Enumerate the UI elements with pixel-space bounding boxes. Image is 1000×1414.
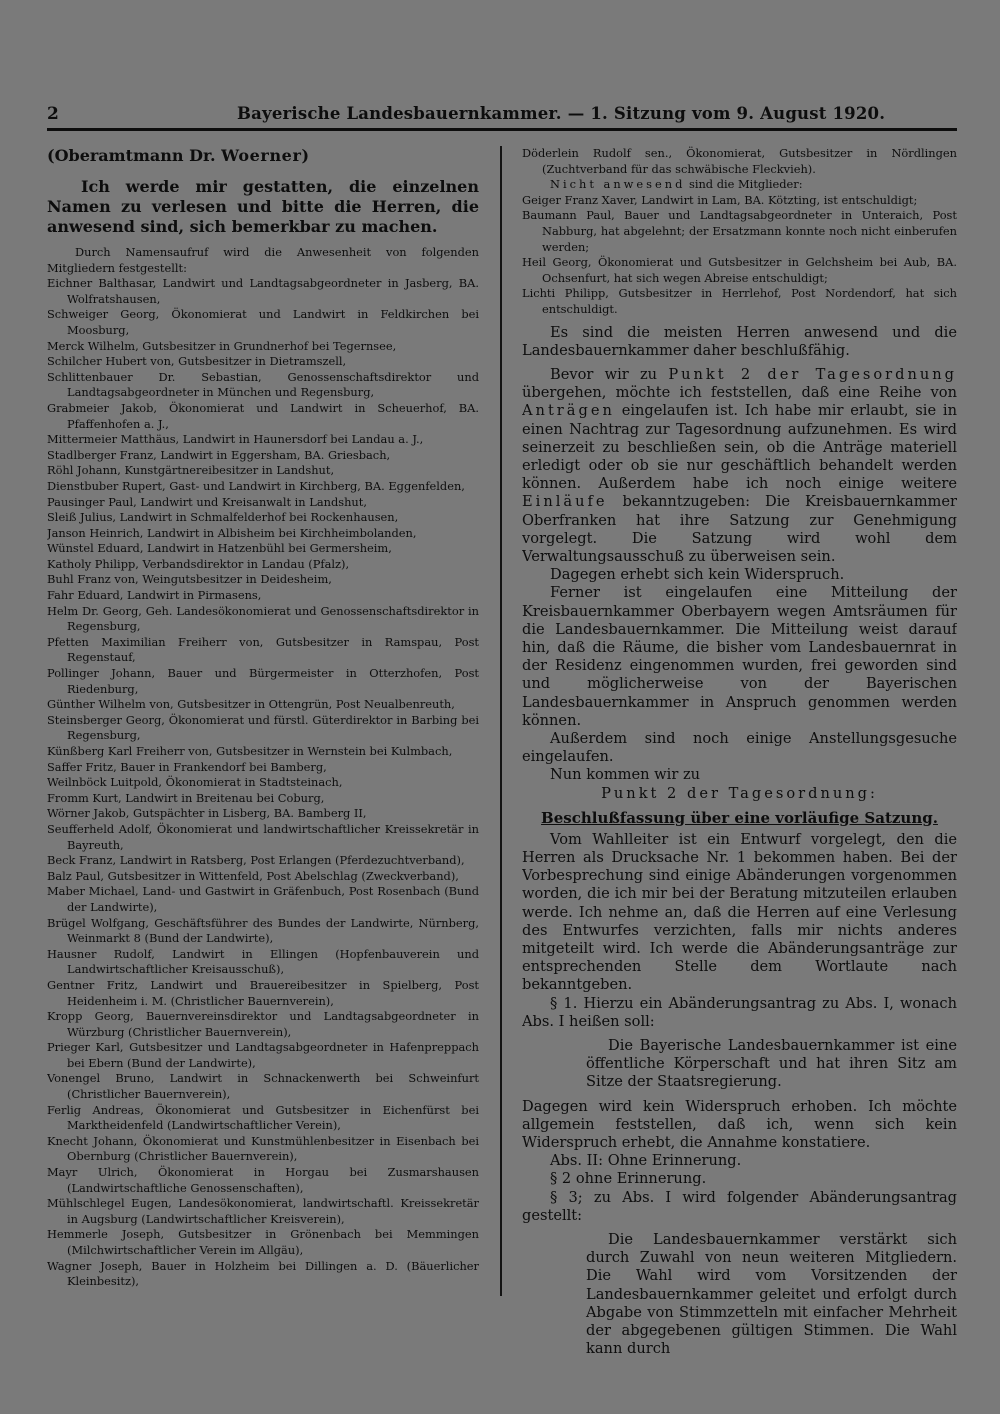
member-entry: Merck Wilhelm, Gutsbesitzer in Grundnerhof bei Tegernsee,	[47, 338, 397, 353]
member-entry: Seufferheld Adolf, Ökonomierat und landwirtschaftlicher Kreissekretär in Bayreuth,	[47, 821, 479, 852]
member-entry: Gentner Fritz, Landwirt und Brauereibesitzer in Spielberg, Post Heidenheim i. M. (Christlicher Bauernverein),	[47, 977, 479, 1008]
member-entry: Wünstel Eduard, Landwirt in Hatzenbühl bei Germersheim,	[47, 541, 392, 556]
amendment-quote-1: Die Bayerische Landesbauernkammer ist eine öffentliche Körperschaft und hat ihren Sitz am Sitze der Staatsregierung.	[586, 1037, 957, 1091]
member-entry: Grabmeier Jakob, Ökonomierat und Landwirt in Scheuerhof, BA. Pfaffenhofen a. J.,	[47, 400, 479, 431]
header-rule	[47, 128, 957, 131]
member-entry: Wagner Joseph, Bauer in Holzheim bei Dillingen a. D. (Bäuerlicher Kleinbesitz),	[47, 1258, 479, 1289]
topic-heading: Beschlußfassung über eine vorläufige Satzung.	[541, 808, 938, 827]
p1-part-a: Bevor wir zu	[550, 365, 658, 383]
draft-paragraph: Vom Wahlleiter ist ein Entwurf vorgelegt, den die Herren als Drucksache Nr. 1 bekommen haben. Bei der Vorbesprechung sind einige Abänderungen vorgenommen worden, die ich mir bei der Beratung mitzuteilen erlauben werde. Ich nehme an, daß die Herren auf eine Verlesung des Entwurfes verzichten, falls mir nichts anderes mitgeteilt wird. Ich werde die Abänderungsanträge zur entsprechenden Stelle dem Wortlaute nach bekanntgeben.	[522, 830, 957, 994]
member-entry: Fahr Eduard, Landwirt in Pirmasens,	[47, 588, 262, 603]
member-entry: Wörner Jakob, Gutspächter in Lisberg, BA. Bamberg II,	[47, 806, 367, 821]
member-entry: Schweiger Georg, Ökonomierat und Landwirt in Feldkirchen bei Moosburg,	[47, 307, 479, 337]
paragraph-2-line: § 2 ohne Erinnerung.	[550, 1170, 707, 1188]
member-entry: Buhl Franz von, Weingutsbesitzer in Deidesheim,	[47, 572, 332, 587]
speaker-line	[47, 146, 479, 165]
member-entry: Weilnböck Luitpold, Ökonomierat in Stadtsteinach,	[47, 775, 343, 790]
member-entry: Janson Heinrich, Landwirt in Albisheim bei Kirchheimbolanden,	[47, 525, 417, 540]
applications-paragraph: Außerdem sind noch einige Anstellungsgesuche eingelaufen.	[522, 730, 957, 766]
p1-part-b: übergehen, möchte ich feststellen, daß eine Reihe von	[522, 384, 957, 402]
member-entry: Stadlberger Franz, Landwirt in Eggersham, BA. Griesbach,	[47, 447, 391, 462]
member-entry: Mühlschlegel Eugen, Landesökonomierat, landwirtschaftl. Kreissekretär in Augsburg (Landwirtschaftlicher Kreisverein),	[47, 1196, 479, 1226]
member-entry: Hausner Rudolf, Landwirt in Ellingen (Hopfenbauverein und Landwirtschaftlicher Kreisausschuß),	[47, 946, 479, 977]
member-entry: Hemmerle Joseph, Gutsbesitzer in Grönenbach bei Memmingen (Milchwirtschaftlicher Verein im Allgäu),	[47, 1227, 479, 1257]
quorum-paragraph: Es sind die meisten Herren anwesend und die Landesbauernkammer daher beschlußfähig.	[522, 323, 957, 359]
member-entry: Katholy Philipp, Verbandsdirektor in Landau (Pfalz),	[47, 556, 350, 571]
member-entry: Schilcher Hubert von, Gutsbesitzer in Dietramszell,	[47, 354, 347, 369]
member-entry: Mittermeier Matthäus, Landwirt in Haunersdorf bei Landau a. J.,	[47, 432, 424, 447]
member-entry: Döderlein Rudolf sen., Ökonomierat, Gutsbesitzer in Nördlingen (Zuchtverband für das schwäbische Fleckvieh).	[522, 146, 957, 176]
member-entry: Saffer Fritz, Bauer in Frankendorf bei Bamberg,	[47, 759, 327, 774]
roll-call-text: Durch Namensaufruf wird die Anwesenheit von folgenden Mitgliedern festgestellt:	[47, 245, 479, 275]
no-objection-paragraph: Dagegen erhebt sich kein Widerspruch.	[550, 566, 845, 584]
notice-paragraph: Ferner ist eingelaufen eine Mitteilung der Kreisbauernkammer Oberbayern wegen Amtsräumen für die Landesbauernkammer. Die Mitteilung weist darauf hin, daß die Räume, die bisher vom Landesbauernrat in der Residenz eingenommen wurden, frei geworden sind und möglicherweise von der Bayerischen Landesbauernkammer in Anspruch genommen werden können.	[522, 584, 957, 729]
member-entry: Pausinger Paul, Landwirt und Kreisanwalt in Landshut,	[47, 494, 367, 509]
p1-antraegen: Anträgen	[522, 402, 615, 420]
member-entry: Mayr Ulrich, Ökonomierat in Horgau bei Zusmarshausen (Landwirtschaftliche Genossenschaften),	[47, 1165, 479, 1195]
member-entry: Maber Michael, Land- und Gastwirt in Gräfenbuch, Post Rosenbach (Bund der Landwirte),	[47, 884, 479, 914]
present-members-list	[47, 276, 479, 1290]
member-entry: Ferlig Andreas, Ökonomierat und Gutsbesitzer in Eichenfürst bei Marktheidenfeld (Landwirtschaftlicher Verein),	[47, 1102, 479, 1133]
member-entry: Steinsberger Georg, Ökonomierat und fürstl. Güterdirektor in Barbing bei Regensburg,	[47, 712, 479, 743]
member-entry: Lichti Philipp, Gutsbesitzer in Herrlehof, Post Nordendorf, hat sich entschuldigt.	[522, 286, 957, 316]
absent-rest: sind die Mitglieder:	[688, 177, 803, 192]
member-entry: Pollinger Johann, Bauer und Bürgermeister in Otterzhofen, Post Riedenburg,	[47, 666, 479, 696]
right-column	[522, 146, 957, 1359]
member-entry: Sleiß Julius, Landwirt in Schmalfelderhof bei Rockenhausen,	[47, 510, 399, 525]
speaker-name: Woerner)	[221, 146, 310, 165]
member-entry: Balz Paul, Gutsbesitzer in Wittenfeld, Post Abelschlag (Zweckverband),	[47, 868, 459, 883]
p1-punkt: Punkt 2 der Tagesordnung	[668, 365, 957, 383]
member-entry: Fromm Kurt, Landwirt in Breitenau bei Coburg,	[47, 790, 325, 805]
speaker-intro: Ich werde mir gestatten, die einzelnen Namen zu verlesen und bitte die Herren, die anwesend sind, sich bemerkbar zu machen.	[47, 177, 479, 236]
amendment-quote-2: Die Landesbauernkammer verstärkt sich durch Zuwahl von neun weiteren Mitgliedern. Die Wahl wird vom Vorsitzenden der Landesbauernkammer geleitet und erfolgt durch Abgabe von Stimmzetteln mit einfacher Mehrheit der abgegebenen gültigen Stimmen. Die Wahl kann durch	[586, 1231, 957, 1358]
absent-label: Nicht anwesend	[550, 177, 686, 192]
member-entry: Günther Wilhelm von, Gutsbesitzer in Ottengrün, Post Neualbenreuth,	[47, 697, 455, 712]
column-divider	[500, 146, 502, 1296]
p1-einlaeufe: Einläufe	[522, 493, 608, 511]
absent-members-list	[522, 193, 957, 318]
left-column	[47, 146, 479, 1290]
agenda-item-heading: Punkt 2 der Tagesordnung:	[601, 784, 878, 802]
member-entry: Heil Georg, Ökonomierat und Gutsbesitzer in Gelchsheim bei Aub, BA. Ochsenfurt, hat sich wegen Abreise entschuldigt;	[522, 255, 957, 285]
abs-ii-line: Abs. II: Ohne Erinnerung.	[550, 1152, 742, 1170]
p1-part-d: bekanntzugeben: Die Kreisbauernkammer Oberfranken hat ihre Satzung zur Genehmigung vorgelegt. Die Satzung wird wohl dem Verwaltungsausschuß zu überweisen sein.	[522, 493, 957, 565]
paragraph-3-amendment: § 3; zu Abs. I wird folgender Abänderungsantrag gestellt:	[522, 1188, 957, 1224]
member-entry: Helm Dr. Georg, Geh. Landesökonomierat und Genossenschaftsdirektor in Regensburg,	[47, 603, 479, 634]
member-entry: Vonengel Bruno, Landwirt in Schnackenwerth bei Schweinfurt (Christlicher Bauernverein),	[47, 1071, 479, 1102]
member-entry: Künßberg Karl Freiherr von, Gutsbesitzer in Wernstein bei Kulmbach,	[47, 744, 453, 758]
paragraph-1-amendment: § 1. Hierzu ein Abänderungsantrag zu Abs. I, wonach Abs. I heißen soll:	[522, 994, 957, 1030]
speaker-title: (Oberamtmann Dr.	[47, 146, 216, 165]
member-entry: Baumann Paul, Bauer und Landtagsabgeordneter in Unteraich, Post Nabburg, hat abgelehnt; der Ersatzmann konnte noch nicht einberufen werden;	[522, 208, 957, 254]
member-entry: Schlittenbauer Dr. Sebastian, Genossenschaftsdirektor und Landtagsabgeordneter in München und Regensburg,	[47, 369, 479, 400]
next-item-paragraph: Nun kommen wir zu	[550, 766, 701, 784]
member-entry: Röhl Johann, Kunstgärtnereibesitzer in Landshut,	[47, 463, 335, 478]
member-entry: Geiger Franz Xaver, Landwirt in Lam, BA. Kötzting, ist entschuldigt;	[522, 192, 918, 207]
member-entry: Eichner Balthasar, Landwirt und Landtagsabgeordneter in Jasberg, BA. Wolfratshausen,	[47, 276, 479, 306]
member-entry: Pfetten Maximilian Freiherr von, Gutsbesitzer in Ramspau, Post Regenstauf,	[47, 634, 479, 665]
member-entry: Dienstbuber Rupert, Gast- und Landwirt in Kirchberg, BA. Eggenfelden,	[47, 478, 465, 493]
announcement-paragraph	[522, 366, 957, 566]
present-members-continued	[522, 146, 957, 177]
member-entry: Beck Franz, Landwirt in Ratsberg, Post Erlangen (Pferdezuchtverband),	[47, 853, 465, 868]
absent-heading	[522, 177, 957, 193]
page-number: 2	[47, 104, 59, 124]
p1-part-c: eingelaufen ist. Ich habe mir erlaubt, sie in einen Nachtrag zur Tagesordnung aufzunehmen. Es wird seinerzeit zu beschließen sein, ob die Anträge materiell erledigt oder ob sie nur geschäftlich behandelt werden können. Außerdem habe ich noch einige weitere	[522, 402, 957, 493]
no-objection-general: Dagegen wird kein Widerspruch erhoben. Ich möchte allgemein feststellen, daß ich, wenn sich kein Widerspruch erhebt, die Annahme konstatiere.	[522, 1097, 957, 1152]
member-entry: Kropp Georg, Bauernvereinsdirektor und Landtagsabgeordneter in Würzburg (Christlicher Bauernverein),	[47, 1009, 479, 1039]
page-header	[47, 104, 957, 130]
member-entry: Brügel Wolfgang, Geschäftsführer des Bundes der Landwirte, Nürnberg, Weinmarkt 8 (Bund der Landwirte),	[47, 915, 479, 946]
member-entry: Knecht Johann, Ökonomierat und Kunstmühlenbesitzer in Eisenbach bei Obernburg (Christlicher Bauernverein),	[47, 1133, 479, 1164]
running-title: Bayerische Landesbauernkammer. — 1. Sitzung vom 9. August 1920.	[237, 104, 886, 123]
member-entry: Prieger Karl, Gutsbesitzer und Landtagsabgeordneter in Hafenpreppach bei Ebern (Bund der Landwirte),	[47, 1040, 479, 1070]
